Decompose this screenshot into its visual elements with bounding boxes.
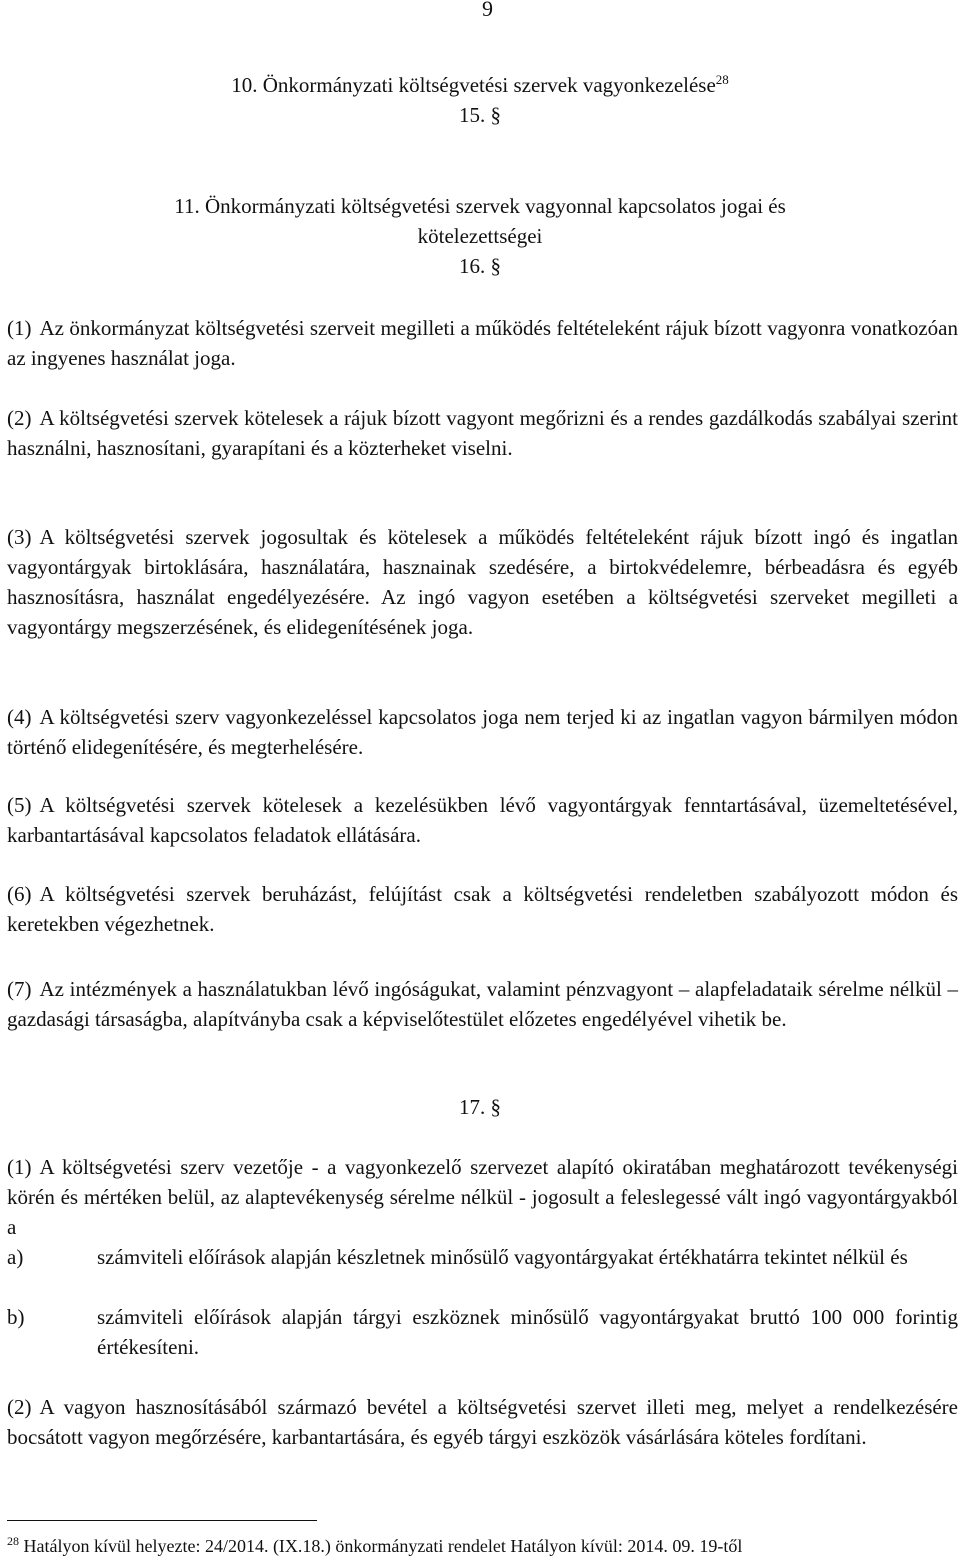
paragraph-number: (3)	[7, 525, 32, 549]
paragraph-text: A költségvetési szervek jogosultak és kötelesek a működés feltételeként rájuk bízott ingó és ingatlan vagyontárgyak birtoklására, használatára, hasznainak szedésére, a birtokvédelemre, bérbeadásra és egyéb hasznosításra, használat engedélyezésére. Az ingó vagyon esetében a költségvetési szerveket megilleti a vagyontárgy megszerzésének, és elidegenítésének joga.	[7, 525, 958, 639]
paragraph-number: (2)	[7, 406, 32, 430]
paragraph-number: (6)	[7, 882, 32, 906]
paragraph-number: (2)	[7, 1395, 32, 1419]
list-item-label: a)	[7, 1245, 24, 1269]
section-15-heading: 15. §	[459, 103, 501, 127]
s17-paragraph-2	[7, 1392, 958, 1452]
paragraph-text: A vagyon hasznosításából származó bevétel a költségvetési szervet illeti meg, melyet a rendelkezésére bocsátott vagyon megőrzésére, karbantartására, és egyéb tárgyi eszközök vásárlására köteles fordítani.	[7, 1395, 958, 1449]
footnote-text: Hatályon kívül helyezte: 24/2014. (IX.18.) önkormányzati rendelet Hatályon kívül: 2014. 09. 19-től	[23, 1536, 743, 1556]
section-17-heading: 17. §	[459, 1095, 501, 1119]
footnote-separator	[7, 1520, 317, 1521]
paragraph-text: A költségvetési szervek beruházást, felújítást csak a költségvetési rendeletben szabályozott módon és keretekben végezhetnek.	[7, 882, 958, 936]
list-item-text: számviteli előírások alapján tárgyi eszköznek minősülő vagyontárgyakat bruttó 100 000 forintig értékesíteni.	[97, 1305, 958, 1359]
paragraph-text: A költségvetési szervek kötelesek a rájuk bízott vagyont megőrizni és a rendes gazdálkodás szabályai szerint használni, hasznosítani, gyarapítani és a közterheket viselni.	[7, 406, 958, 460]
chapter-heading-10-text: 10. Önkormányzati költségvetési szervek vagyonkezelése	[231, 73, 716, 97]
list-item-label: b)	[7, 1305, 25, 1329]
chapter-heading-11-line1: 11. Önkormányzati költségvetési szervek vagyonnal kapcsolatos jogai és	[174, 194, 786, 218]
section-16-heading: 16. §	[459, 254, 501, 278]
s16-paragraph-2	[7, 403, 958, 463]
paragraph-number: (1)	[7, 1155, 32, 1179]
paragraph-text: A költségvetési szerv vagyonkezeléssel kapcsolatos joga nem terjed ki az ingatlan vagyon bármilyen módon történő elidegenítésére, és megterhelésére.	[7, 705, 958, 759]
paragraph-number: (5)	[7, 793, 32, 817]
paragraph-text: A költségvetési szerv vezetője - a vagyonkezelő szervezet alapító okiratában meghatározott tevékenységi körén és mértéken belül, az alaptevékenység sérelme nélkül - jogosult a feleslegessé vált ingó vagyontárgyakból a	[7, 1155, 958, 1239]
s16-paragraph-4	[7, 702, 958, 762]
paragraph-number: (7)	[7, 977, 32, 1001]
s16-paragraph-3	[7, 522, 958, 642]
s16-paragraph-5	[7, 790, 958, 850]
chapter-heading-11-line2: kötelezettségei	[417, 224, 543, 248]
page-number: 9	[482, 0, 493, 21]
s17-paragraph-1	[7, 1152, 958, 1242]
paragraph-number: (1)	[7, 316, 32, 340]
paragraph-text: Az önkormányzat költségvetési szerveit megilleti a működés feltételeként rájuk bízott vagyonra vonatkozóan az ingyenes használat joga.	[7, 316, 958, 370]
list-item-text: számviteli előírások alapján készletnek minősülő vagyontárgyakat értékhatárra tekintet nélkül és	[97, 1245, 908, 1269]
s16-paragraph-6	[7, 879, 958, 939]
paragraph-number: (4)	[7, 705, 32, 729]
paragraph-text: A költségvetési szervek kötelesek a kezelésükben lévő vagyontárgyak fenntartásával, üzemeltetésével, karbantartásával kapcsolatos feladatok ellátására.	[7, 793, 958, 847]
chapter-heading-10	[0, 70, 960, 100]
footnote-ref-28[interactable]: 28	[715, 72, 729, 87]
paragraph-text: Az intézmények a használatukban lévő ingóságukat, valamint pénzvagyont – alapfeladataik sérelme nélkül – gazdasági társaságba, alapítványba csak a képviselőtestület előzetes engedélyével vihetik be.	[7, 977, 958, 1031]
footnote-number: 28	[7, 1534, 19, 1548]
s16-paragraph-1	[7, 313, 958, 373]
s16-paragraph-7	[7, 974, 958, 1034]
footnote	[7, 1534, 742, 1558]
